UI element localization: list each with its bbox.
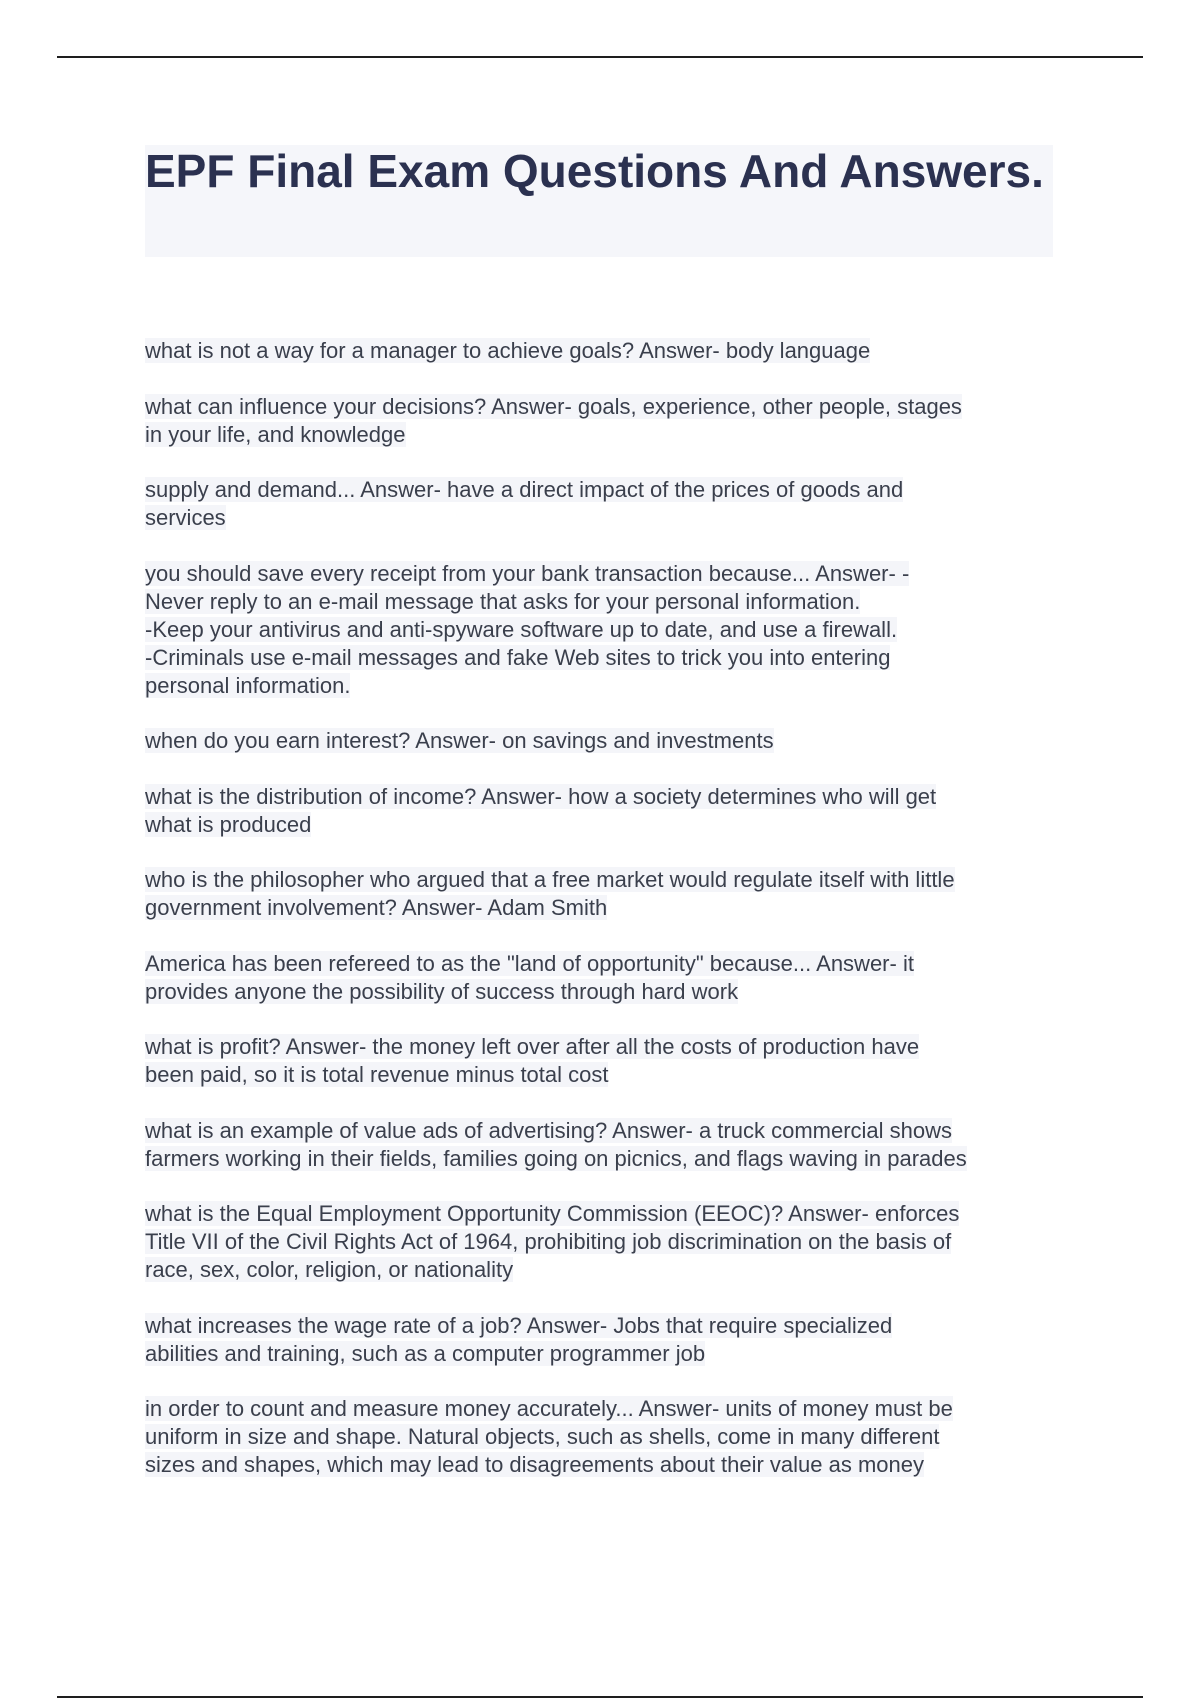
qa-text: what is the distribution of income? Answer- how a society determines who will get what is produced	[145, 783, 937, 837]
qa-text: who is the philosopher who argued that a free market would regulate itself with little government involvement? Answer- Adam Smith	[145, 867, 955, 920]
qa-item	[145, 476, 1060, 532]
qa-item	[145, 866, 1060, 922]
qa-item	[145, 337, 1060, 365]
qa-item	[145, 1395, 1060, 1479]
qa-text: America has been refereed to as the "land of opportunity" because... Answer- it provides anyone the possibility of success through hard work	[145, 950, 914, 1004]
qa-text: what can influence your decisions? Answer- goals, experience, other people, stages in your life, and knowledge	[145, 393, 962, 447]
qa-item	[145, 1312, 1060, 1368]
qa-text: supply and demand... Answer- have a direct impact of the prices of goods and services	[145, 477, 904, 530]
qa-text: what is not a way for a manager to achieve goals? Answer- body language	[145, 338, 871, 363]
qa-item	[145, 950, 1060, 1006]
qa-text: you should save every receipt from your bank transaction because... Answer- - Never reply to an e-mail message that asks for your personal information. -Keep your antivirus and anti-spyware software up to date, and use a firewall. -Criminals use e-mail messages and fake Web sites to trick you into entering personal information.	[145, 560, 910, 698]
qa-text: what is an example of value ads of advertising? Answer- a truck commercial shows farmers working in their fields, families going on picnics, and flags waving in parades	[145, 1117, 967, 1171]
qa-text: what is profit? Answer- the money left over after all the costs of production have been paid, so it is total revenue minus total cost	[145, 1034, 920, 1087]
qa-list	[145, 337, 1060, 1507]
document-title: EPF Final Exam Questions And Answers.	[145, 145, 1044, 197]
header-rule	[57, 56, 1143, 58]
qa-text: in order to count and measure money accurately... Answer- units of money must be uniform in size and shape. Natural objects, such as shells, come in many different sizes and shapes, which may lead to disagreements about their value as money	[145, 1396, 953, 1477]
footer-rule	[57, 1696, 1143, 1698]
qa-item	[145, 560, 1060, 700]
qa-item	[145, 1200, 1060, 1284]
qa-text: what increases the wage rate of a job? Answer- Jobs that require specialized abilities and training, such as a computer programmer job	[145, 1312, 893, 1366]
qa-text: when do you earn interest? Answer- on savings and investments	[145, 728, 774, 753]
qa-item	[145, 783, 1060, 839]
qa-item	[145, 1117, 1060, 1173]
qa-item	[145, 1033, 1060, 1089]
qa-text: what is the Equal Employment Opportunity Commission (EEOC)? Answer- enforces Title VII of the Civil Rights Act of 1964, prohibiting job discrimination on the basis of race, sex, color, religion, or nationality	[145, 1201, 960, 1282]
qa-item	[145, 393, 1060, 449]
qa-item	[145, 727, 1060, 755]
